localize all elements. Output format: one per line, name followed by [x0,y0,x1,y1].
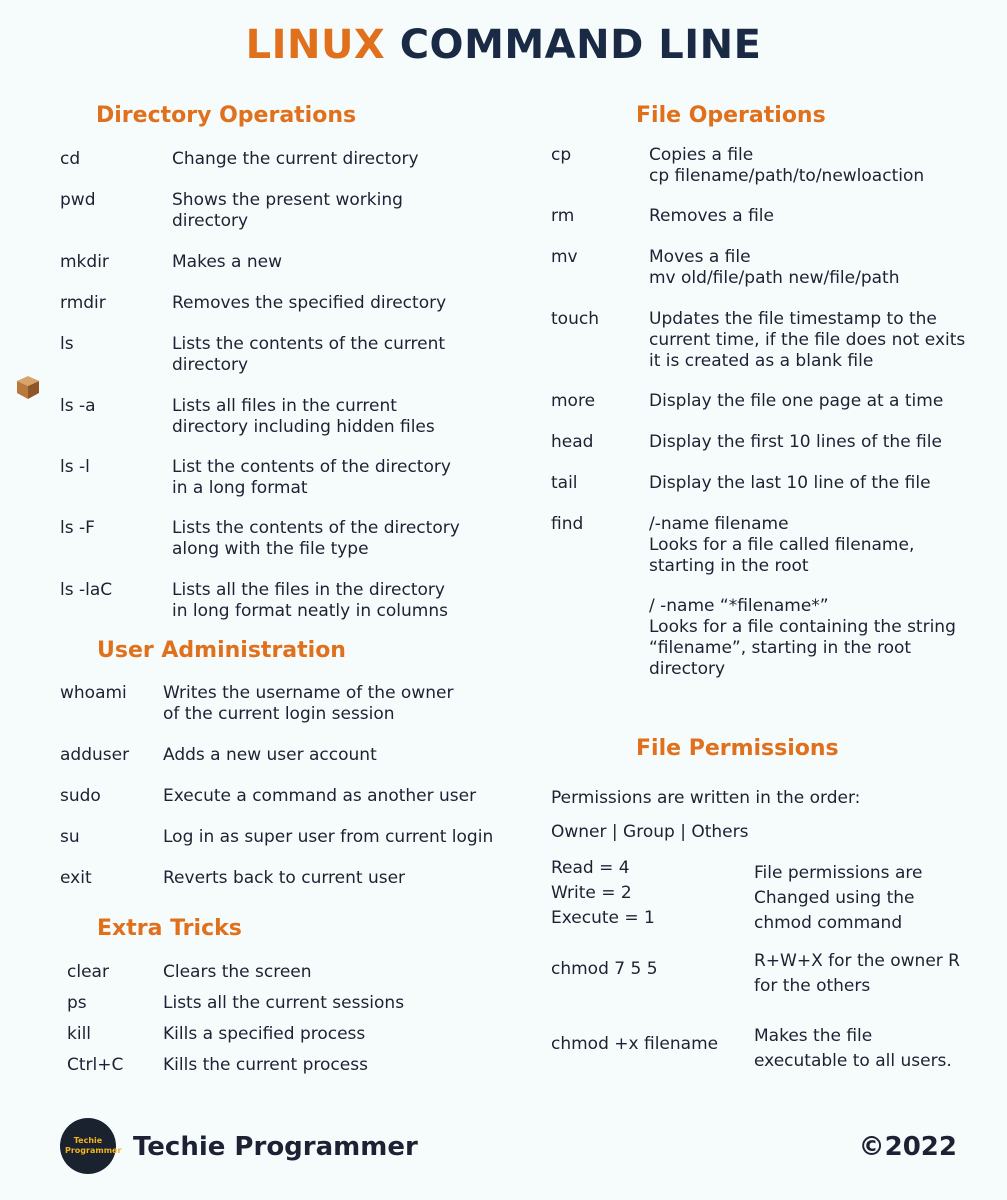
description: Display the first 10 lines of the file [649,432,942,452]
chmod-x-description: Makes the file executable to all users. [754,1026,952,1071]
command: ls -laC [60,580,113,600]
permissions-values: Read = 4 Write = 2 Execute = 1 [551,858,655,928]
command: clear [67,962,109,982]
command: touch [551,309,599,329]
chmod-755-command: chmod 7 5 5 [551,959,658,979]
permissions-values-note: File permissions are Changed using the chmod command [754,863,923,933]
description: Lists the contents of the current directory [172,334,446,375]
permissions-order-text: Permissions are written in the order: [551,788,861,808]
command: cd [60,149,81,169]
description: Moves a file mv old/file/path new/file/path [649,247,900,288]
command: Ctrl+C [67,1055,124,1075]
command: kill [67,1024,92,1044]
command: su [60,827,80,847]
extra-tricks-heading: Extra Tricks [97,916,242,941]
description: Kills a specified process [163,1024,366,1044]
command: head [551,432,594,452]
description: Adds a new user account [163,745,377,765]
description: Execute a command as another user [163,786,477,806]
description: /-name filename Looks for a file called filename, starting in the root [649,514,915,576]
copyright: ©2022 [858,1132,957,1162]
description: Display the last 10 line of the file [649,473,931,493]
chmod-x-command: chmod +x filename [551,1034,719,1054]
command: mkdir [60,252,109,272]
file-permissions-heading: File Permissions [636,736,839,761]
description: Lists all the current sessions [163,993,405,1013]
brand-name: Techie Programmer [133,1132,418,1162]
command: sudo [60,786,101,806]
description: Log in as super user from current login [163,827,494,847]
command: pwd [60,190,96,210]
page-title [0,22,1007,68]
description: Lists all the files in the directory in long format neatly in columns [172,580,448,621]
description: Kills the current process [163,1055,368,1075]
file-operations-heading: File Operations [636,103,826,128]
user-administration-heading: User Administration [97,638,346,663]
description: Reverts back to current user [163,868,406,888]
command: ls -F [60,518,95,538]
command: ls -l [60,457,90,477]
command: rmdir [60,293,106,313]
permissions-groups-text: Owner | Group | Others [551,822,749,842]
command: exit [60,868,92,888]
description: Clears the screen [163,962,312,982]
description: List the contents of the directory in a long format [172,457,451,498]
command: ls [60,334,74,354]
description: Makes a new [172,252,283,272]
directory-operations-heading: Directory Operations [96,103,357,128]
description: Writes the username of the owner of the current login session [163,683,454,724]
command: ps [67,993,87,1013]
title-linux: LINUX [245,22,386,68]
description: Lists the contents of the directory along with the file type [172,518,460,559]
logo-text: Techie Programmer [65,1136,122,1155]
command: cp [551,145,572,165]
command: more [551,391,596,411]
description: Shows the present working directory [172,190,403,231]
description: Updates the file timestamp to the current time, if the file does not exits it is created as a blank file [649,309,966,371]
title-command-line: COMMAND LINE [399,22,762,68]
cube-icon [14,373,42,401]
description: Removes a file [649,206,774,226]
description: Removes the specified directory [172,293,447,313]
command: rm [551,206,575,226]
description: Copies a file cp filename/path/to/newloaction [649,145,925,186]
command: mv [551,247,578,267]
description: / -name “*filename*” Looks for a file containing the string “filename”, starting in the root directory [649,596,956,679]
description: Lists all files in the current directory including hidden files [172,396,435,437]
command: whoami [60,683,127,703]
description: Display the file one page at a time [649,391,944,411]
command: tail [551,473,578,493]
chmod-755-description: R+W+X for the owner R for the others [754,951,960,996]
description: Change the current directory [172,149,419,169]
command: find [551,514,584,534]
techie-programmer-logo [60,1118,122,1174]
command: ls -a [60,396,96,416]
command: adduser [60,745,130,765]
